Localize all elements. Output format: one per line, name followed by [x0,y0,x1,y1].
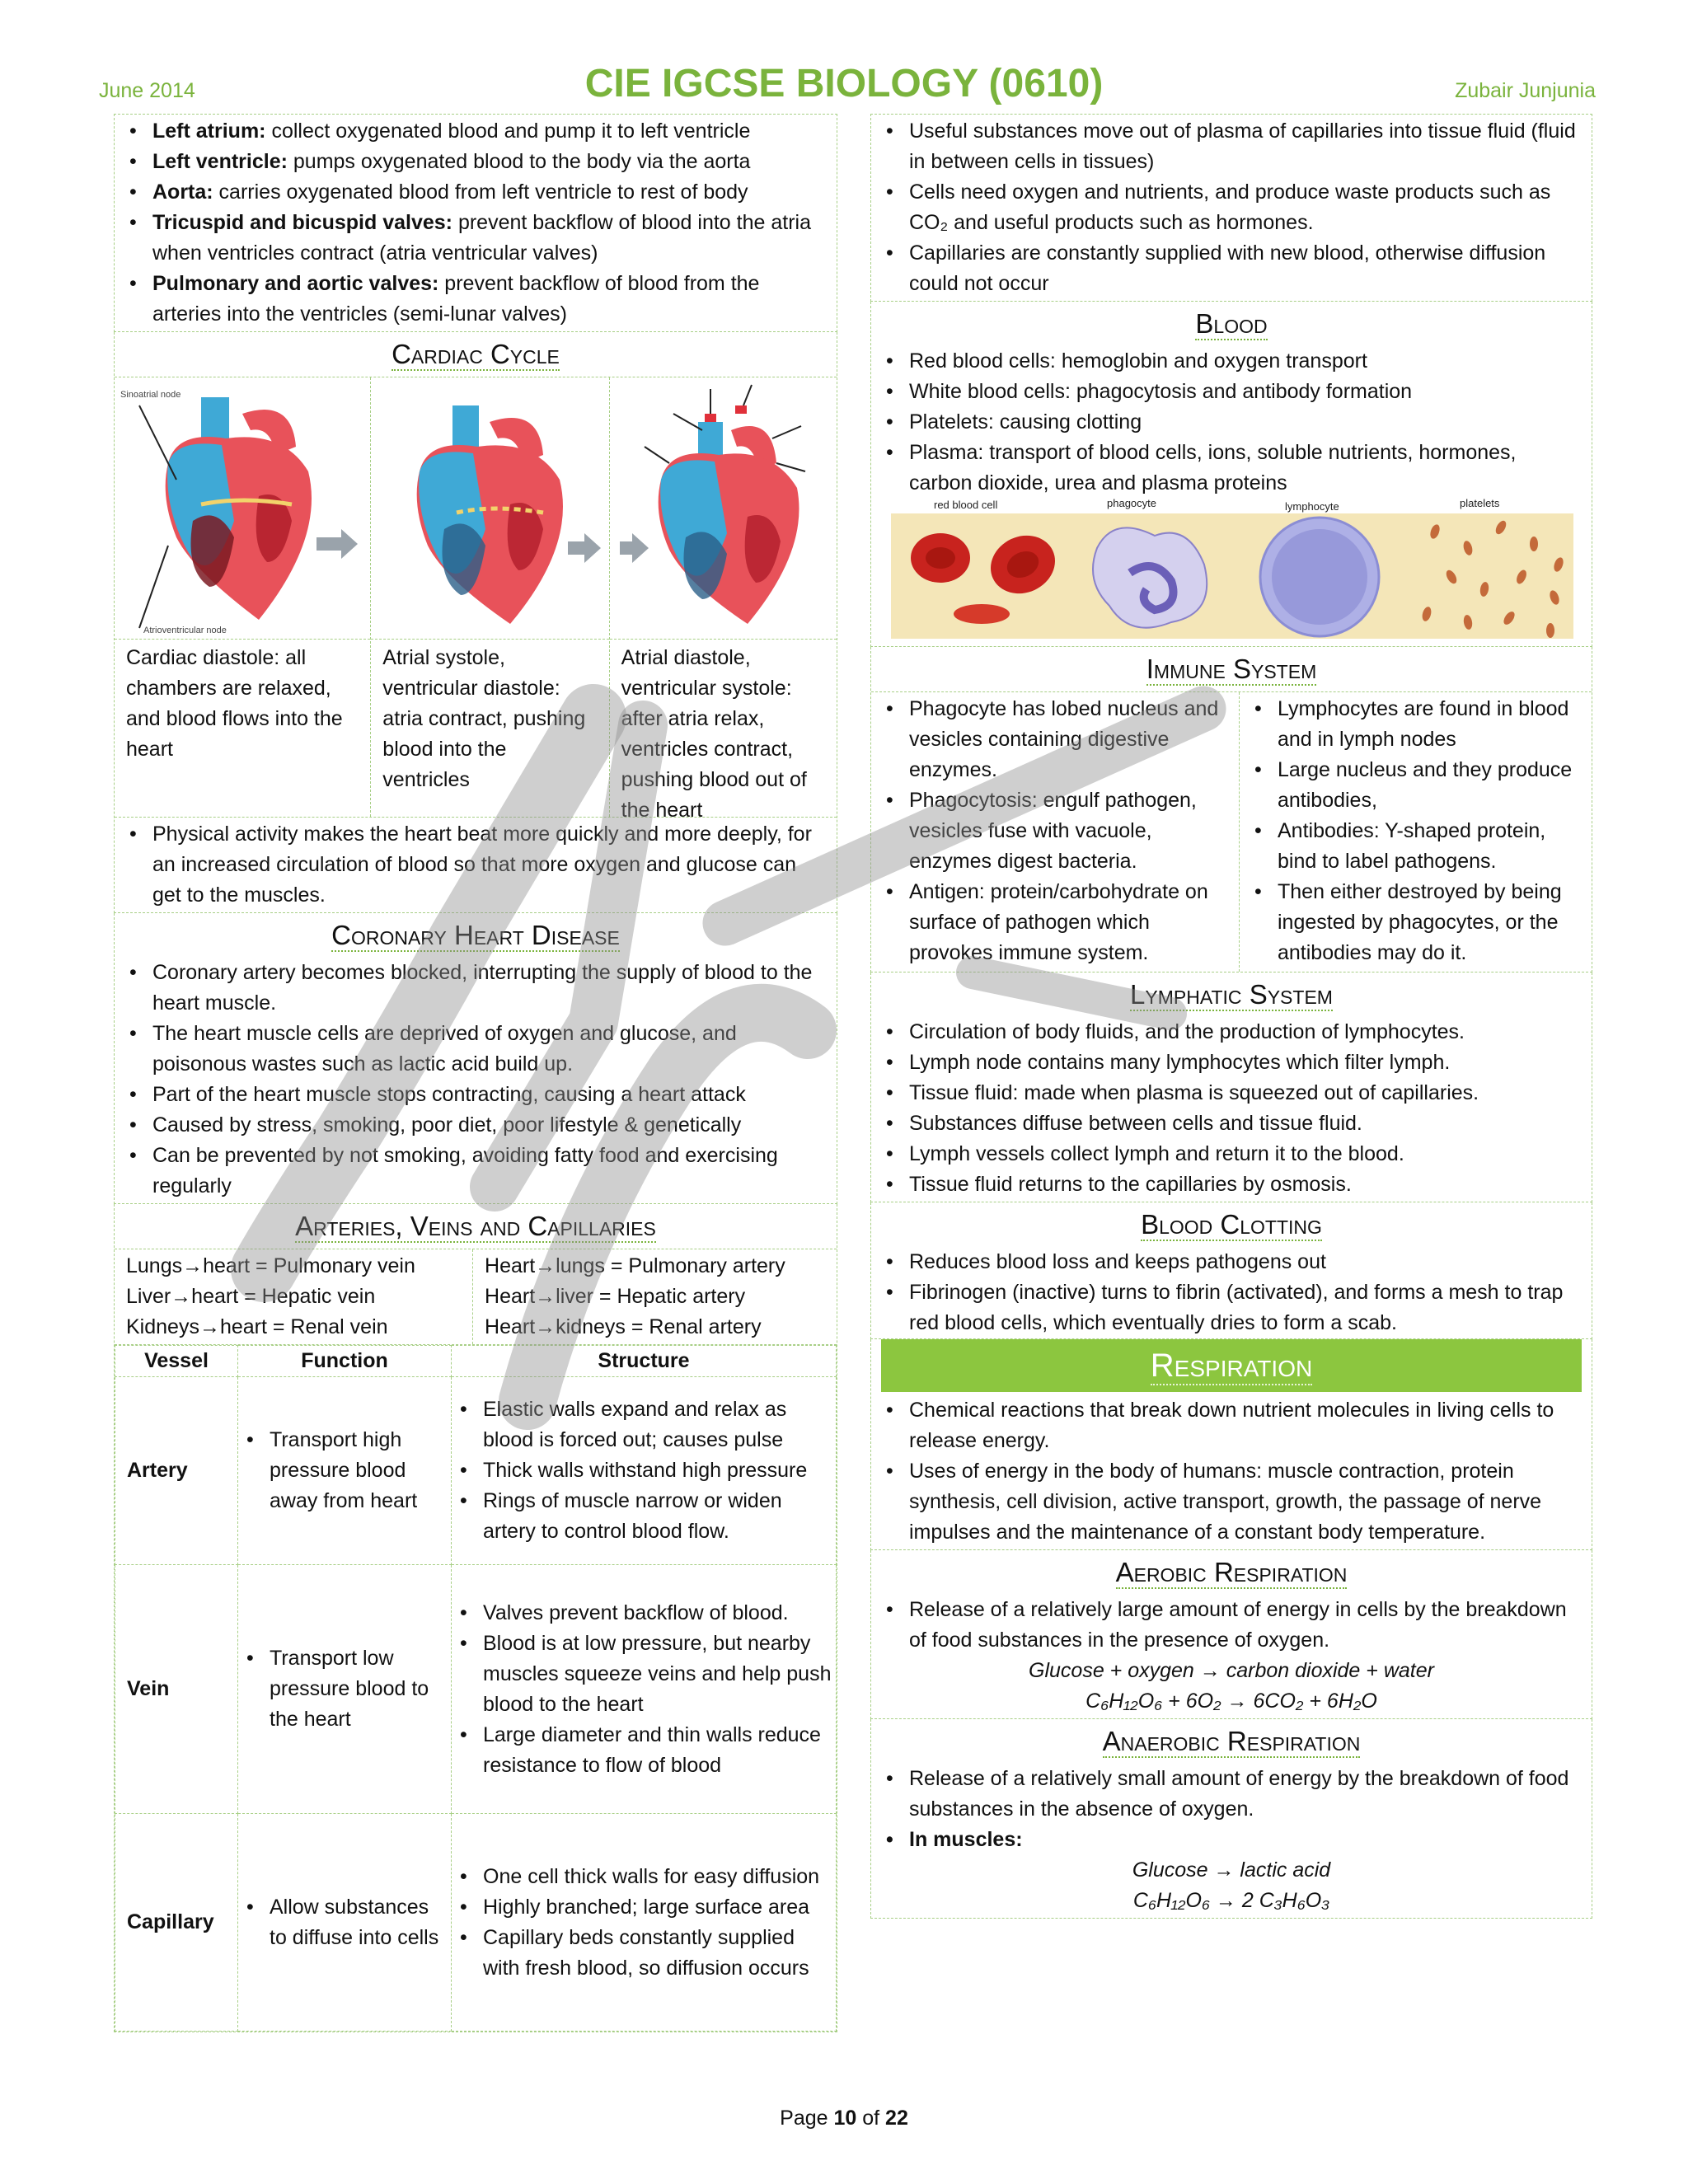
platelets-label: platelets [1460,499,1500,509]
lymph-item: • Tissue fluid: made when plasma is squeezed out of capillaries. [883,1078,1583,1108]
chd-box [114,913,837,1204]
aerobic-box [870,1550,1592,1719]
header-author: Zubair Junjunia [1455,79,1596,102]
artery-item: Heart→liver = Hepatic artery [485,1285,746,1308]
heart-part-item: • Aorta: carries oxygenated blood from left ventricle to rest of body [126,177,828,208]
heart-diagram-diastole [115,377,370,640]
vessel-function: • Transport high pressure blood away from heart [243,1425,448,1516]
structure-item: • Thick walls withstand high pressure [457,1455,832,1486]
clotting-item: • Fibrinogen (inactive) turns to fibrin (activated), and forms a mesh to trap red blood cells, which eventually dries to form a scab. [883,1277,1583,1338]
clotting-item: • Reduces blood loss and keeps pathogens out [883,1247,1583,1277]
vessel-function: • Transport low pressure blood to the heart [243,1643,448,1735]
structure-item: • Elastic walls expand and relax as blood is forced out; causes pulse [457,1394,832,1455]
respiration-box [870,1339,1592,1550]
cardiac-caption: Atrial diastole, ventricular systole: after atria relax, ventricles contract, pushing blood out of the heart [621,646,807,822]
vessel-name: Capillary [115,1814,238,2032]
heart-part-item: • Pulmonary and aortic valves: prevent backflow of blood from the arteries into the ventricles (semi-lunar valves) [126,269,828,330]
immune-item: • Phagocyte has lobed nucleus and vesicles containing digestive enzymes. [883,694,1231,785]
cardiac-cycle-title: Cardiac Cycle [115,332,837,377]
capillary-note: • Useful substances move out of plasma of capillaries into tissue fluid (fluid in between cells in tissues) [883,116,1583,177]
artery-item: Heart→lungs = Pulmonary artery [485,1254,785,1277]
aerobic-title: Aerobic Respiration [1115,1557,1348,1587]
structure-item: • Capillary beds constantly supplied with fresh blood, so diffusion occurs [457,1923,832,1984]
lymph-title: Lymphatic System [1130,979,1333,1010]
structure-item: • Rings of muscle narrow or widen artery to control blood flow. [457,1486,832,1547]
immune-title: Immune System [871,647,1592,692]
chd-item: • The heart muscle cells are deprived of oxygen and glucose, and poisonous wastes such as lactic acid build up. [126,1019,828,1080]
lymph-item: • Circulation of body fluids, and the production of lymphocytes. [883,1017,1583,1047]
header-date: June 2014 [99,79,195,102]
sinoatrial-label: Sinoatrial node [120,389,181,400]
veins-list [115,1249,473,1344]
rbc-label: red blood cell [934,499,998,511]
chd-title: Coronary Heart Disease [331,920,620,950]
anaerobic-title: Anaerobic Respiration [1102,1726,1361,1756]
immune-item: • Lymphocytes are found in blood and in lymph nodes [1251,694,1583,755]
chd-item: • Caused by stress, smoking, poor diet, poor lifestyle & genetically [126,1110,828,1141]
structure-item: • Large diameter and thin walls reduce resistance to flow of blood [457,1720,832,1781]
chd-item: • Can be prevented by not smoking, avoiding fatty food and exercising regularly [126,1141,828,1202]
cardiac-caption: Atrial systole, ventricular diastole: atria contract, pushing blood into the ventricles [382,646,586,791]
blood-box [870,302,1592,647]
vessel-name: Artery [115,1377,238,1565]
immune-item: • Phagocytosis: engulf pathogen, vesicles fuse with vacuole, enzymes digest bacteria. [883,785,1231,877]
page-footer: Page 10 of 22 [780,2107,908,2130]
vein-item: Lungs→heart = Pulmonary vein [126,1254,415,1277]
vessel-name: Vein [115,1565,238,1814]
phagocyte-label: phagocyte [1107,499,1156,509]
aerobic-chemical-equation: C₆H₁₂O₆ + 6O₂ → 6CO₂ + 6H₂O [1085,1690,1377,1713]
heart-diagram-ventricular-systole [610,377,837,640]
vein-item: Kidneys→heart = Renal vein [126,1315,388,1338]
immune-item: • Antigen: protein/carbohydrate on surface of pathogen which provokes immune system. [883,877,1231,968]
page-title: CIE IGCSE BIOLOGY (0610) [584,62,1104,105]
avc-box [114,1204,837,2032]
page-number: 10 [833,2107,857,2130]
blood-item: • Platelets: causing clotting [883,407,1583,438]
anaerobic-item: • Release of a relatively small amount of energy by the breakdown of food substances in the absence of oxygen. [883,1764,1583,1825]
capillary-note: • Capillaries are constantly supplied with new blood, otherwise diffusion could not occur [883,238,1583,299]
clotting-title: Blood Clotting [1141,1209,1322,1240]
chd-item: • Part of the heart muscle stops contracting, causing a heart attack [126,1080,828,1110]
lymph-item: • Lymph node contains many lymphocytes which filter lymph. [883,1047,1583,1078]
right-column [870,114,1592,1919]
blood-item: • Red blood cells: hemoglobin and oxygen transport [883,346,1583,377]
anaerobic-chemical-equation: C₆H₁₂O₆ → 2 C₃H₆O₃ [1132,1889,1330,1912]
chd-item: • Coronary artery becomes blocked, interrupting the supply of blood to the heart muscle. [126,958,828,1019]
heart-parts-box [114,114,837,332]
structure-item: • Valves prevent backflow of blood. [457,1598,832,1629]
vessel-table [115,1345,837,2032]
atrioventricular-label: Atrioventricular node [143,625,227,635]
blood-title: Blood [1195,308,1268,339]
capillary-note: • Cells need oxygen and nutrients, and produce waste products such as CO₂ and useful products such as hormones. [883,177,1583,238]
lymph-item: • Lymph vessels collect lymph and return it to the blood. [883,1139,1583,1169]
table-row [115,1814,837,2032]
table-header: Vessel [115,1346,238,1377]
heart-diagram-atrial-systole [371,377,608,640]
aerobic-item: • Release of a relatively large amount of energy in cells by the breakdown of food substances in the presence of oxygen. [883,1595,1583,1656]
table-row [115,1377,837,1565]
blood-cells-image [871,499,1592,646]
structure-item: • Blood is at low pressure, but nearby muscles squeeze veins and help push blood to the heart [457,1629,832,1720]
immune-item: • Large nucleus and they produce antibodies, [1251,755,1583,816]
table-header: Function [238,1346,452,1377]
lymphocyte-label: lymphocyte [1285,500,1339,513]
respiration-item: • Chemical reactions that break down nutrient molecules in living cells to release energy. [883,1395,1583,1456]
blood-item: • White blood cells: phagocytosis and antibody formation [883,377,1583,407]
anaerobic-box [870,1719,1592,1919]
page-total: 22 [885,2107,908,2130]
aerobic-word-equation: Glucose + oxygen → carbon dioxide + water [1029,1659,1434,1682]
structure-item: • Highly branched; large surface area [457,1892,832,1923]
vessel-function: • Allow substances to diffuse into cells [243,1892,448,1953]
lymph-item: • Substances diffuse between cells and tissue fluid. [883,1108,1583,1139]
table-row [115,1565,837,1814]
structure-item: • One cell thick walls for easy diffusion [457,1862,832,1892]
left-column [114,114,837,2032]
clotting-box [870,1202,1592,1339]
lymph-item: • Tissue fluid returns to the capillaries by osmosis. [883,1169,1583,1200]
immune-item: • Then either destroyed by being ingested by phagocytes, or the antibodies may do it. [1251,877,1583,968]
respiration-item: • Uses of energy in the body of humans: muscle contraction, protein synthesis, cell division, active transport, growth, the passage of nerve impulses and the maintenance of a constant body temperature. [883,1456,1583,1548]
heart-part-item: • Left atrium: collect oxygenated blood and pump it to left ventricle [126,116,828,147]
cardiac-cycle-box [114,332,837,913]
avc-title: Arteries, Veins and Capillaries [115,1204,837,1249]
heart-part-item: • Tricuspid and bicuspid valves: prevent backflow of blood into the atria when ventricles contract (atria ventricular valves) [126,208,828,269]
vein-item: Liver→heart = Hepatic vein [126,1285,376,1308]
capillary-notes-box [870,114,1592,302]
table-header: Structure [452,1346,837,1377]
immune-box [870,647,1592,972]
blood-item: • Plasma: transport of blood cells, ions, soluble nutrients, hormones, carbon dioxide, urea and plasma proteins [883,438,1583,499]
immune-item: • Antibodies: Y-shaped protein, bind to label pathogens. [1251,816,1583,877]
anaerobic-muscles-label: • In muscles: [883,1825,1583,1855]
lymph-box [870,972,1592,1202]
cardiac-caption: Cardiac diastole: all chambers are relaxed, and blood flows into the heart [126,646,343,761]
respiration-banner: Respiration [881,1339,1582,1392]
heart-part-item: • Left ventricle: pumps oxygenated blood to the body via the aorta [126,147,828,177]
anaerobic-word-equation: Glucose → lactic acid [1132,1858,1331,1882]
artery-item: Heart→kidneys = Renal artery [485,1315,762,1338]
arteries-list [473,1249,837,1344]
physical-activity-note: • Physical activity makes the heart beat more quickly and more deeply, for an increased circulation of blood so that more oxygen and glucose can get to the muscles. [126,819,828,911]
